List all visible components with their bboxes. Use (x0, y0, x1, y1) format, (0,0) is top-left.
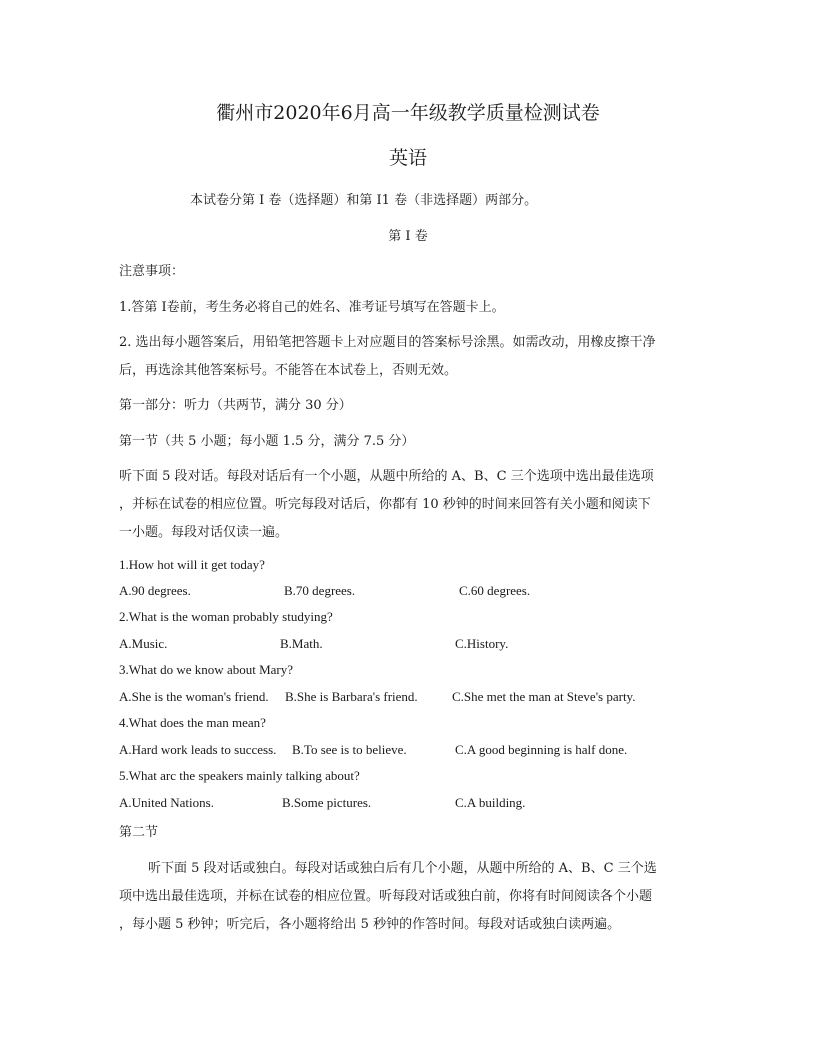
section-2-heading: 第二节 (119, 825, 159, 840)
question-1-option-b: B.70 degrees. (284, 583, 356, 598)
section-2-instructions-line-3: ，每小题 5 秒钟；听完后，各小题将给出 5 秒钟的作答时间。每段对话或独白读两遍。 (119, 917, 621, 932)
notice-heading: 注意事项： (119, 264, 185, 279)
question-4: 4.What does the man mean? (119, 715, 266, 730)
instructions-line-3: 一小题。每段对话仅读一遍。 (119, 525, 289, 540)
question-1-option-c: C.60 degrees. (459, 583, 531, 598)
instructions-line-1: 听下面 5 段对话。每段对话后有一个小题，从题中所给的 A、B、C 三个选项中选出最佳选项 (119, 469, 654, 484)
question-5-option-b: B.Some pictures. (282, 795, 372, 810)
question-3-option-a: A.She is the woman's friend. (119, 689, 269, 704)
question-4-option-b: B.To see is to believe. (292, 742, 407, 757)
question-2-option-b: B.Math. (280, 636, 323, 651)
question-3-option-b: B.She is Barbara's friend. (285, 689, 418, 704)
question-3-option-c: C.She met the man at Steve's party. (452, 689, 636, 704)
volume-heading: 第 I 卷 (388, 229, 428, 244)
section-1-heading: 第一节（共 5 小题；每小题 1.5 分，满分 7.5 分） (119, 434, 415, 449)
question-1-option-a: A.90 degrees. (119, 583, 191, 598)
notice-item-1: 1.答第 I卷前，考生务必将自己的姓名、准考证号填写在答题卡上。 (119, 300, 505, 315)
question-5-option-a: A.United Nations. (119, 795, 214, 810)
exam-title: 衢州市2020年6月高一年级教学质量检测试卷 (216, 102, 600, 124)
question-3: 3.What do we know about Mary? (119, 662, 294, 677)
section-2-instructions-line-2: 项中选出最佳选项，并标在试卷的相应位置。听每段对话或独白前，你将有时间阅读各个小题 (119, 889, 653, 904)
question-5: 5.What arc the speakers mainly talking about? (119, 768, 360, 783)
notice-item-2-line-1: 2. 选出每小题答案后，用铅笔把答题卡上对应题目的答案标号涂黑。如需改动，用橡皮擦干净 (119, 335, 656, 350)
question-5-option-c: C.A building. (455, 795, 526, 810)
notice-item-2-line-2: 后，再选涂其他答案标号。不能答在本试卷上，否则无效。 (119, 363, 458, 378)
section-2-instructions-line-1: 听下面 5 段对话或独白。每段对话或独白后有几个小题，从题中所给的 A、B、C 三个选 (148, 861, 657, 876)
part-1-heading: 第一部分：听力（共两节，满分 30 分） (119, 398, 352, 413)
question-2-option-c: C.History. (455, 636, 509, 651)
question-1: 1.How hot will it get today? (119, 557, 265, 572)
question-4-option-c: C.A good beginning is half done. (455, 742, 628, 757)
instructions-line-2: ，并标在试卷的相应位置。听完每段对话后，你都有 10 秒钟的时间来回答有关小题和阅读下 (119, 497, 651, 512)
question-2: 2.What is the woman probably studying? (119, 609, 333, 624)
question-2-option-a: A.Music. (119, 636, 168, 651)
subject-title: 英语 (388, 147, 427, 169)
exam-intro: 本试卷分第 I 卷（选择题）和第 I1 卷（非选择题）两部分。 (190, 193, 538, 208)
question-4-option-a: A.Hard work leads to success. (119, 742, 277, 757)
